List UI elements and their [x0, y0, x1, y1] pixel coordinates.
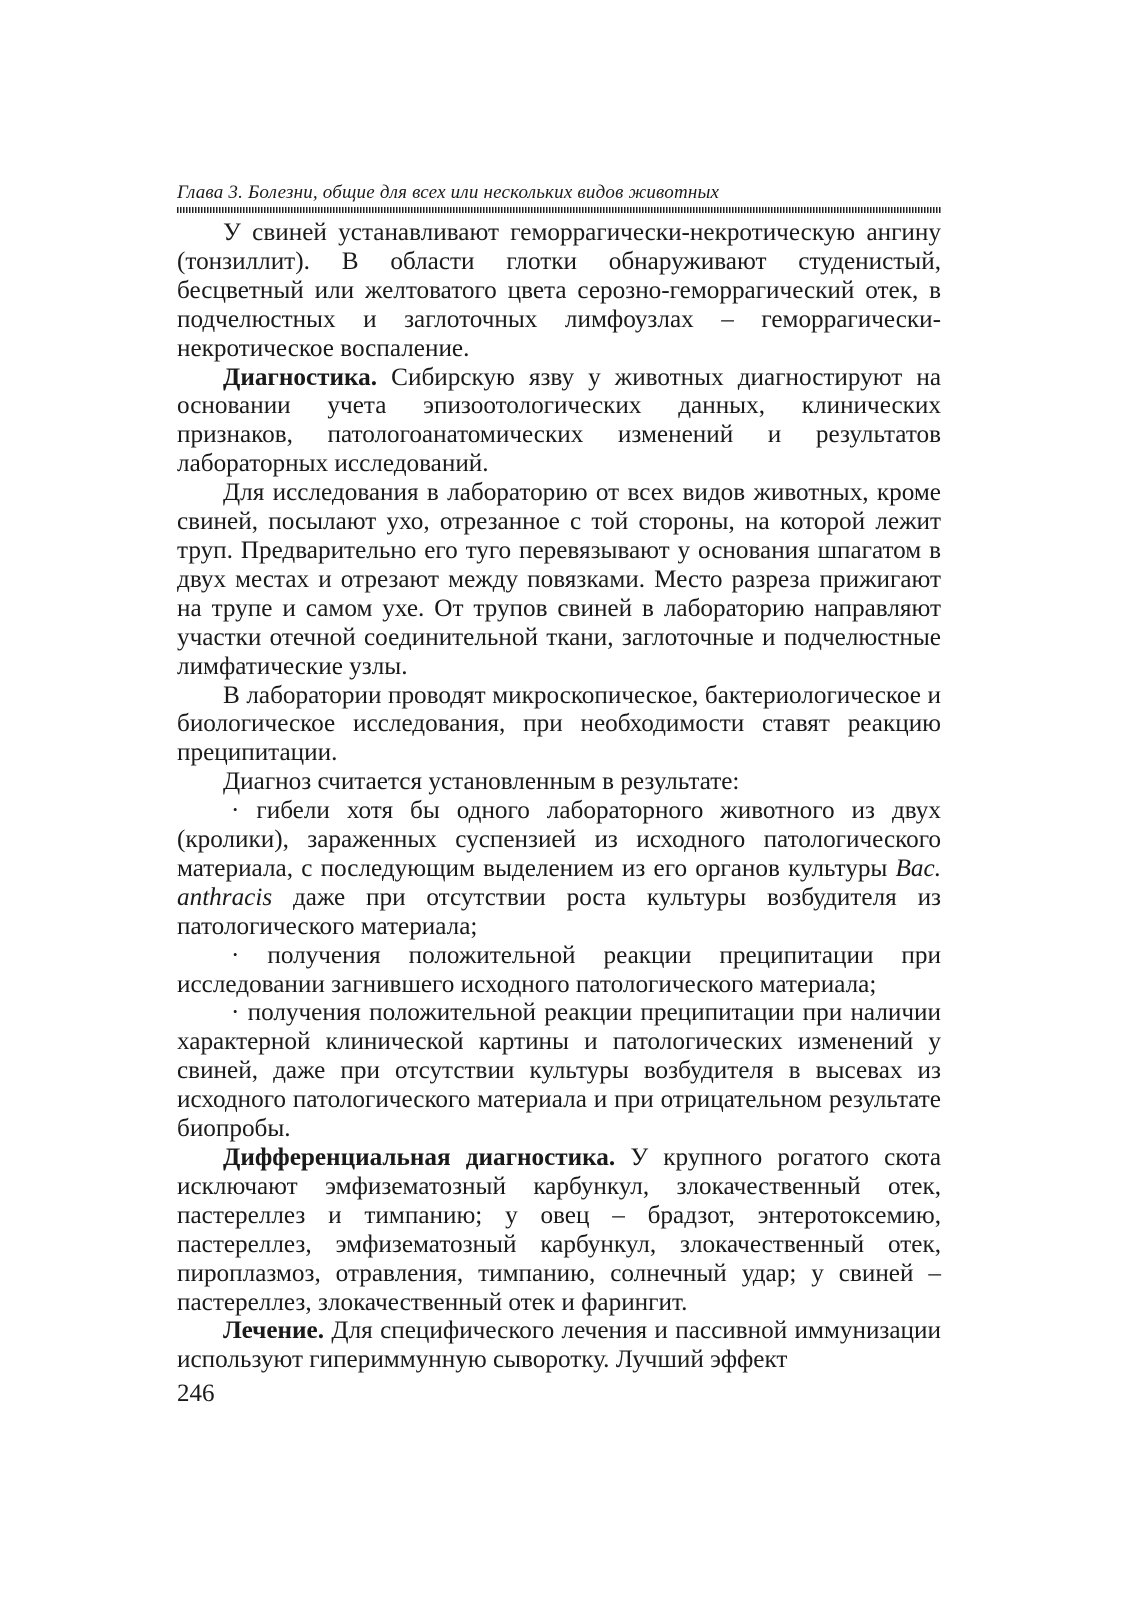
paragraph: [177, 768, 941, 797]
paragraph: [177, 364, 941, 480]
section-lead: Дифференциальная диагностика.: [223, 1144, 616, 1171]
paragraph-text: Диагноз считается установленным в результате:: [223, 768, 740, 796]
paragraph: [177, 479, 941, 681]
species-name: Bac. anthracis: [177, 854, 941, 911]
list-item-text: · получения положительной реакции преципитации при наличии характерной клинической картины и патологических изменений у свиней, даже при отсутствии культуры возбудителя в высевах из исходного патологического материала и при отрицательном результате биопробы.: [177, 999, 941, 1143]
running-title: Глава 3. Болезни, общие для всех или нескольких видов животных: [177, 182, 720, 203]
list-item: [177, 999, 941, 1144]
header-rule: [177, 207, 941, 213]
section-lead: Диагностика.: [223, 363, 378, 391]
paragraph: [177, 682, 941, 769]
book-page: [177, 180, 941, 1409]
list-item: [177, 797, 941, 942]
paragraph-text: У свиней устанавливают геморрагически-некротическую ангину (тонзиллит). В области глотки обнаруживают студенистый, бесцветный или желтоватого цвета серозно-геморрагический отек, в подчелюстных и заглоточных лимфоузлах – геморрагически-некротическое воспаление.: [177, 219, 941, 362]
list-item: [177, 942, 941, 1000]
paragraph-text: Для специфического лечения и пассивной иммунизации используют гипериммунную сыворотку. Лучший эффект: [177, 1317, 941, 1374]
paragraph-text: В лаборатории проводят микроскопическое, бактериологическое и биологическое исследования, при необходимости ставят реакцию преципитации.: [177, 681, 941, 767]
paragraph: [177, 219, 941, 364]
list-item-text: · получения положительной реакции преципитации при исследовании загнившего исходного патологического материала;: [177, 941, 941, 998]
paragraph-text: Сибирскую язву у животных диагностируют на основании учета эпизоотологических данных, клинических признаков, патологоанатомических изменений и результатов лабораторных исследований.: [177, 363, 941, 478]
page-number: 246: [177, 1380, 215, 1408]
paragraph-text: У крупного рогатого скота исключают эмфизематозный карбункул, злокачественный отек, пастереллез и тимпанию; у овец – брадзот, энтеротоксемию, пастереллез, эмфизематозный карбункул, злокачественный отек, пироплазмоз, отравления, тимпанию, солнечный удар; у свиней – пастереллез, злокачественный отек и фарингит.: [177, 1144, 941, 1316]
paragraph-text: Для исследования в лабораторию от всех видов животных, кроме свиней, посылают ухо, отрезанное с той стороны, на которой лежит труп. Предварительно его туго перевязывают у основания шпагатом в двух местах и отрезают между повязками. Место разреза прижигают на трупе и самом ухе. От трупов свиней в лабораторию направляют участки отечной соединительной ткани, заглоточные и подчелюстные лимфатические узлы.: [177, 479, 941, 680]
section-lead: Лечение.: [223, 1317, 325, 1345]
paragraph: [177, 1317, 941, 1375]
paragraph: [177, 1144, 941, 1317]
list-item-text: даже при отсутствии роста культуры возбудителя из патологического материала;: [177, 883, 941, 940]
body-text: [177, 219, 941, 1375]
list-item-text: · гибели хотя бы одного лабораторного животного из двух (кролики), зараженных суспензией из исходного патологического материала, с последующим выделением из его органов культуры: [177, 797, 941, 882]
